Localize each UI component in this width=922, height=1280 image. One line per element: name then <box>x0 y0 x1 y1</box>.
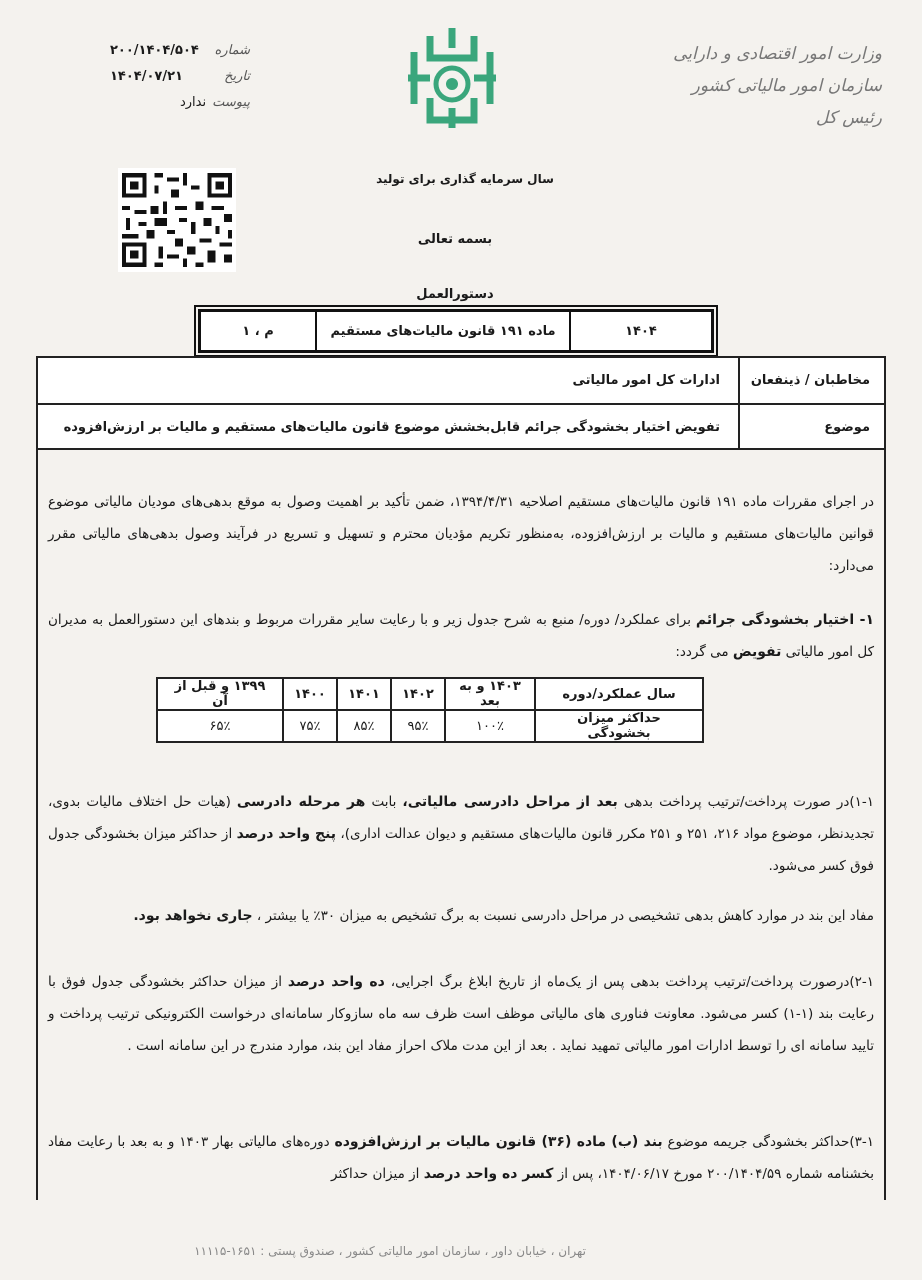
rates-header-label: سال عملکرد/دوره <box>535 678 703 710</box>
clause-1-1-bold-c: پنج واحد درصد <box>236 826 337 842</box>
clause-1-1-note-text: مفاد این بند در موارد کاهش بدهی تشخیصی در مراحل دادرسی نسبت به برگ تشخیص به میزان ۳۰٪ یا بیشتر ، <box>252 908 874 924</box>
clause-1-1-note-bold: جاری نخواهد بود. <box>133 908 253 924</box>
year-slogan: سال سرمایه گذاری برای تولید <box>376 172 554 186</box>
rates-value-row <box>157 710 703 742</box>
rates-header-row <box>157 678 703 710</box>
year-cell: ۱۴۰۳ و به بعد <box>445 678 535 710</box>
ministry-line-3: رئیس کل <box>815 108 882 128</box>
attachment-label: پیوست <box>212 95 250 110</box>
date-value: ۱۴۰۴/۰۷/۲۱ <box>110 69 183 84</box>
qr-code-icon <box>118 168 236 272</box>
subject-row <box>38 405 884 450</box>
letter-meta <box>110 38 250 116</box>
rates-value-label: حداکثر میزان بخشودگی <box>535 710 703 742</box>
ministry-line-2: سازمان امور مالیاتی کشور <box>691 76 882 96</box>
clause-1-end: می گردد: <box>675 644 733 660</box>
id-law: ماده ۱۹۱ قانون مالیات‌های مستقیم <box>315 312 569 350</box>
date-label: تاریخ <box>224 69 250 84</box>
intro-text: در اجرای مقررات ماده ۱۹۱ قانون مالیات‌های مستقیم اصلاحیه ۱۳۹۴/۴/۳۱، ضمن تأکید بر اهمیت وصول به موقع بدهی‌های مودیان مالیاتی موضوع قوانین مالیات‌های مستقیم و مالیات بر ارزش‌افزوده، به‌منظور تکریم مؤدیان محترم و تسهیل و تسریع در فرآیند وصول بدهی‌های مالیاتی مقرر می‌دارد: <box>48 494 874 574</box>
number-value: ۲۰۰/۱۴۰۴/۵۰۴ <box>110 43 199 58</box>
clause-1-1-bold-b: هر مرحله دادرسی <box>236 794 366 810</box>
year-cell: ۱۳۹۹ و قبل از آن <box>157 678 283 710</box>
id-year: ۱۴۰۴ <box>569 312 711 350</box>
rate-cell: ۱۰۰٪ <box>445 710 535 742</box>
footer-address: تهران ، خیابان داور ، سازمان امور مالیاتی کشور ، صندوق پستی : ۱۶۵۱-۱۱۱۱۵ <box>194 1244 586 1258</box>
rate-cell: ۶۵٪ <box>157 710 283 742</box>
rate-cell: ۸۵٪ <box>337 710 391 742</box>
clause-1-1-text-a: ۱-۱)در صورت پرداخت/ترتیب پرداخت بدهی <box>617 794 875 810</box>
clause-1-1 <box>48 786 874 882</box>
attachment-value: ندارد <box>179 95 207 110</box>
document-type-heading: دستورالعمل <box>416 287 494 302</box>
clause-1-text: برای عملکرد/ دوره/ منبع به شرح جدول زیر و با رعایت سایر مقررات مربوط و بندهای این دستورالعمل به مدیران کل امور مالیاتی <box>48 612 874 660</box>
ministry-header <box>662 38 882 134</box>
date-row <box>110 64 250 90</box>
clause-1-1-text-b: بابت <box>365 794 403 810</box>
rate-cell: ۹۵٪ <box>391 710 445 742</box>
intro-paragraph <box>48 486 874 582</box>
clause-1-2-bold: ده واحد درصد <box>287 974 385 990</box>
clause-1-3-bold-b: کسر ده واحد درصد <box>423 1166 554 1182</box>
clause-1-1-bold-a: بعد از مراحل دادرسی مالیاتی، <box>402 794 618 810</box>
subject-value: تفویض اختیار بخشودگی جرائم قابل‌بخشش موضوع قانون مالیات‌های مستقیم و مالیات بر ارزش‌افزوده <box>63 420 720 435</box>
attachment-row <box>110 90 250 116</box>
clause-1-3-bold-a: بند (ب) ماده (۳۶) قانون مالیات بر ارزش‌افزوده <box>334 1134 663 1150</box>
year-cell: ۱۴۰۲ <box>391 678 445 710</box>
subject-label: موضوع <box>738 405 884 450</box>
clause-1-1-text-c: (هیات حل اختلاف مالیات بدوی، تجدیدنظر، موضوع مواد ۲۱۶، ۲۵۱ و ۲۵۱ مکرر قانون مالیات‌های مستقیم و دیوان عدالت اداری)، <box>48 794 874 842</box>
clause-1-2-text-b: از میزان حداکثر بخشودگی جدول فوق با رعایت بند (۱-۱) کسر می‌شود. معاونت فناوری های مالیاتی موظف است ظرف سه ماه سازوکار سامانه‌ای درخواست الکترونیکی ترتیب پرداخت و تایید سامانه ای را توسط ادارات امور مالیاتی تمهید نماید . بعد از این مدت ملاک احراز مفاد این بند، موارد مندرج در این سامانه است . <box>48 974 875 1054</box>
clause-1-2-text-a: ۲-۱)درصورت پرداخت/ترتیب پرداخت بدهی پس از یک‌ماه از تاریخ ابلاغ برگ اجرایی، <box>384 974 874 990</box>
forgiveness-rates-table <box>156 677 704 743</box>
ministry-line-1: وزارت امور اقتصادی و دارایی <box>673 44 882 64</box>
addressee-value: ادارات کل امور مالیاتی <box>572 373 720 388</box>
clause-1-3-text-a: ۳-۱)حداکثر بخشودگی جریمه موضوع <box>662 1134 874 1150</box>
clause-1-1-text-d: از حداکثر میزان بخشودگی جدول فوق کسر می‌شود. <box>48 826 874 874</box>
addressee-table <box>36 356 886 450</box>
number-row <box>110 38 250 64</box>
document-id-bar <box>198 309 714 353</box>
id-code: م ، ۱ <box>242 323 274 339</box>
clause-1-2 <box>48 966 874 1062</box>
clause-1 <box>48 604 874 668</box>
tax-organization-logo-icon <box>400 22 504 134</box>
rate-cell: ۷۵٪ <box>283 710 337 742</box>
clause-1-number: ۱- <box>854 612 875 628</box>
bismillah-heading: بسمه تعالی <box>417 232 493 247</box>
clause-1-3-text-c: از میزان حداکثر <box>331 1166 424 1182</box>
addressee-label: مخاطبان / ذینفعان <box>738 358 884 403</box>
clause-1-1-note <box>48 900 874 932</box>
number-label: شماره <box>214 43 250 58</box>
clause-1-3-text-b: دوره‌های مالیاتی بهار ۱۴۰۳ و به بعد با رعایت مفاد بخشنامه شماره ۲۰۰/۱۴۰۴/۵۹ مورخ ۱۴۰۴/۰۶/۱۷، پس از <box>48 1134 874 1182</box>
clause-1-bold: اختیار بخشودگی جرائم <box>695 612 855 628</box>
clause-1-delegation: تفویض <box>732 644 782 660</box>
year-cell: ۱۴۰۱ <box>337 678 391 710</box>
addressee-row <box>38 358 884 405</box>
clause-1-3 <box>48 1126 874 1190</box>
year-cell: ۱۴۰۰ <box>283 678 337 710</box>
